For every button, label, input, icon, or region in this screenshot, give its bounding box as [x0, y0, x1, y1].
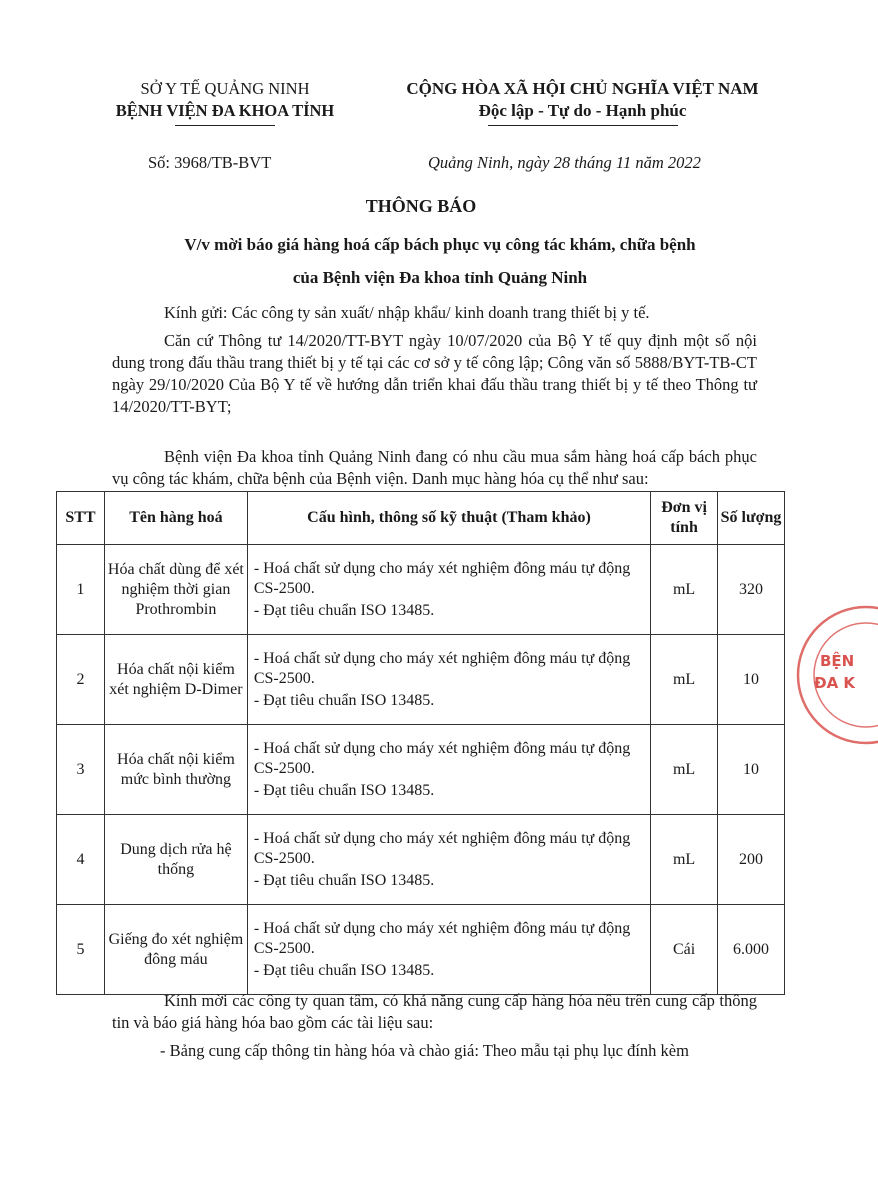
spec-line: - Đạt tiêu chuẩn ISO 13485.	[253, 781, 435, 799]
spec-line: - Đạt tiêu chuẩn ISO 13485.	[253, 961, 435, 979]
goods-table	[56, 491, 785, 995]
cell-name: Hóa chất dùng để xét nghiệm thời gian Prothrombin	[104, 545, 247, 635]
header-stt: STT	[57, 492, 105, 545]
spec-line: - Hoá chất sử dụng cho máy xét nghiệm đông máu tự động CS-2500.	[253, 739, 631, 777]
cell-name: Hóa chất nội kiểm mức bình thường	[104, 725, 247, 815]
header-unit: Đơn vị tính	[651, 492, 718, 545]
issuer-hospital: BỆNH VIỆN ĐA KHOA TỈNH	[115, 101, 335, 120]
need-paragraph: Bệnh viện Đa khoa tỉnh Quảng Ninh đang có nhu cầu mua sắm hàng hoá cấp bách phục vụ công tác khám, chữa bệnh của Bệnh viện. Danh mục hàng hóa cụ thể như sau:	[112, 447, 757, 488]
cell-unit: mL	[651, 635, 718, 725]
required-document-item: - Bảng cung cấp thông tin hàng hóa và chào giá: Theo mẫu tại phụ lục đính kèm	[160, 1041, 689, 1060]
header-name: Tên hàng hoá	[104, 492, 247, 545]
table-row	[57, 545, 785, 635]
motto-underline	[488, 125, 678, 126]
cell-qty: 200	[718, 815, 785, 905]
table-row	[57, 635, 785, 725]
header-qty: Số lượng	[718, 492, 785, 545]
spec-line: - Đạt tiêu chuẩn ISO 13485.	[253, 601, 435, 619]
issuer-department: SỞ Y TẾ QUẢNG NINH	[140, 79, 310, 98]
legal-basis-paragraph: Căn cứ Thông tư 14/2020/TT-BYT ngày 10/07/2020 của Bộ Y tế quy định một số nội dung trong đấu thầu trang thiết bị y tế tại các cơ sở y tế công lập; Công văn số 5888/BYT-TB-CT ngày 29/10/2020 Của Bộ Y tế về hướng dẫn triển khai đấu thầu trang thiết bị y tế theo Thông tư 14/2020/TT-BYT;	[112, 331, 757, 416]
republic-name: CỘNG HÒA XÃ HỘI CHỦ NGHĨA VIỆT NAM	[406, 79, 759, 98]
issuer-underline	[175, 125, 275, 126]
national-motto: Độc lập - Tự do - Hạnh phúc	[478, 101, 687, 120]
cell-qty: 6.000	[718, 905, 785, 995]
cell-unit: Cái	[651, 905, 718, 995]
cell-qty: 10	[718, 635, 785, 725]
seal-text-2: ĐA K	[814, 674, 856, 692]
cell-spec	[247, 725, 650, 815]
seal-text-1: BỆN	[820, 652, 855, 670]
table-header-row	[57, 492, 785, 545]
document-number: Số: 3968/TB-BVT	[148, 153, 272, 172]
cell-spec	[247, 635, 650, 725]
cell-qty: 320	[718, 545, 785, 635]
cell-name: Dung dịch rửa hệ thống	[104, 815, 247, 905]
spec-line: - Hoá chất sử dụng cho máy xét nghiệm đông máu tự động CS-2500.	[253, 829, 631, 867]
spec-line: - Hoá chất sử dụng cho máy xét nghiệm đông máu tự động CS-2500.	[253, 919, 631, 957]
table-row	[57, 815, 785, 905]
spec-line: - Hoá chất sử dụng cho máy xét nghiệm đông máu tự động CS-2500.	[253, 559, 631, 597]
document-subject	[110, 228, 770, 294]
table-row	[57, 905, 785, 995]
subject-line-1: V/v mời báo giá hàng hoá cấp bách phục vụ công tác khám, chữa bệnh	[184, 235, 696, 254]
cell-unit: mL	[651, 815, 718, 905]
cell-spec	[247, 905, 650, 995]
spec-line: - Đạt tiêu chuẩn ISO 13485.	[253, 871, 435, 889]
cell-stt: 5	[57, 905, 105, 995]
invitation-paragraph: Kính mời các công ty quan tâm, có khả năng cung cấp hàng hóa nêu trên cung cấp thông tin và báo giá hàng hóa bao gồm các tài liệu sau:	[112, 991, 757, 1032]
cell-spec	[247, 815, 650, 905]
cell-spec	[247, 545, 650, 635]
cell-unit: mL	[651, 725, 718, 815]
greeting-paragraph: Kính gửi: Các công ty sản xuất/ nhập khẩu/ kinh doanh trang thiết bị y tế.	[164, 303, 650, 322]
national-header	[380, 78, 785, 126]
place-date: Quảng Ninh, ngày 28 tháng 11 năm 2022	[428, 153, 701, 172]
cell-qty: 10	[718, 725, 785, 815]
document-title: THÔNG BÁO	[365, 196, 477, 216]
spec-line: - Hoá chất sử dụng cho máy xét nghiệm đông máu tự động CS-2500.	[253, 649, 631, 687]
issuer-block	[90, 78, 360, 126]
cell-stt: 4	[57, 815, 105, 905]
header-spec: Cấu hình, thông số kỹ thuật (Tham khảo)	[247, 492, 650, 545]
spec-line: - Đạt tiêu chuẩn ISO 13485.	[253, 691, 435, 709]
cell-stt: 1	[57, 545, 105, 635]
cell-name: Hóa chất nội kiểm xét nghiệm D-Dimer	[104, 635, 247, 725]
red-seal-stamp	[788, 600, 878, 750]
subject-line-2: của Bệnh viện Đa khoa tỉnh Quảng Ninh	[292, 268, 588, 287]
table-row	[57, 725, 785, 815]
cell-unit: mL	[651, 545, 718, 635]
cell-name: Giếng đo xét nghiệm đông máu	[104, 905, 247, 995]
cell-stt: 3	[57, 725, 105, 815]
cell-stt: 2	[57, 635, 105, 725]
